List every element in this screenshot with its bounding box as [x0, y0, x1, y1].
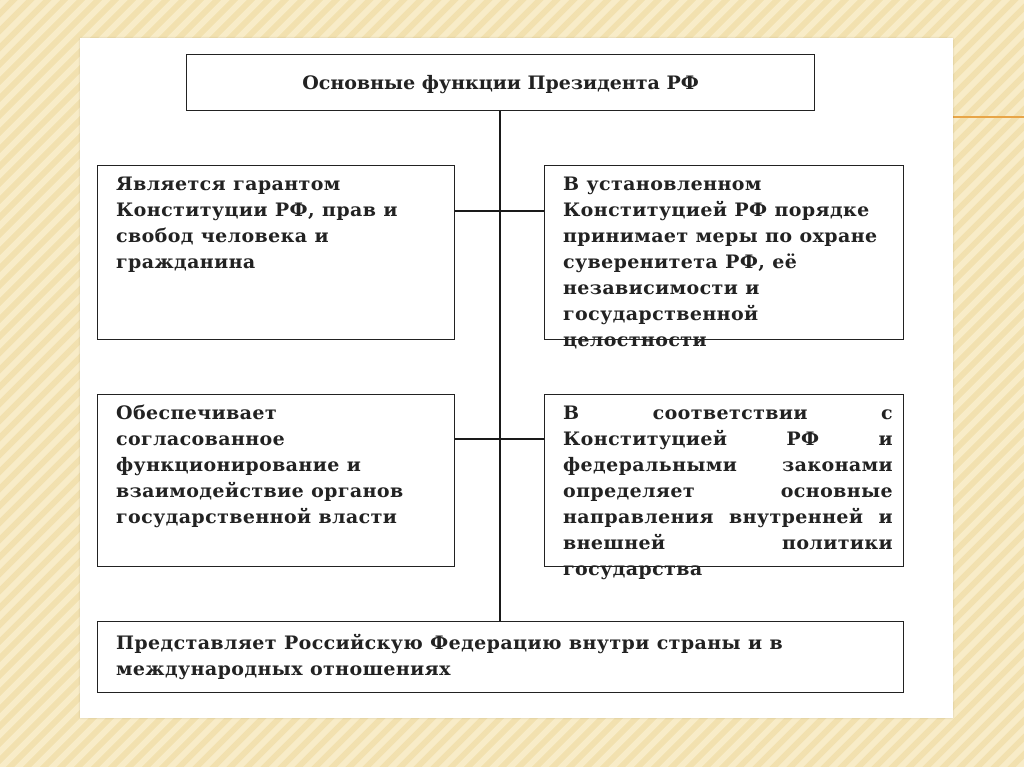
connector-row1: [455, 210, 544, 212]
function-policy-box: В соответствии с Конституцией РФ и федеральными законами определяет основные направления внутренней и внешней политики государства: [544, 394, 904, 567]
function-coordination-box: Обеспечивает согласованное функционирование и взаимодействие органов государственной власти: [97, 394, 455, 567]
accent-line: [952, 116, 1024, 118]
function-representation-box: Представляет Российскую Федерацию внутри страны и в международных отношениях: [97, 621, 904, 693]
slide-panel: [80, 38, 953, 718]
connector-row2: [455, 438, 544, 440]
function-guarantor-box: Является гарантом Конституции РФ, прав и свобод человека и гражданина: [97, 165, 455, 340]
connector-trunk: [499, 111, 501, 621]
diagram-title: Основные функции Президента РФ: [186, 54, 815, 111]
function-sovereignty-box: В установленном Конституцией РФ порядке принимает меры по охране суверенитета РФ, её независимости и государственной целостности: [544, 165, 904, 340]
